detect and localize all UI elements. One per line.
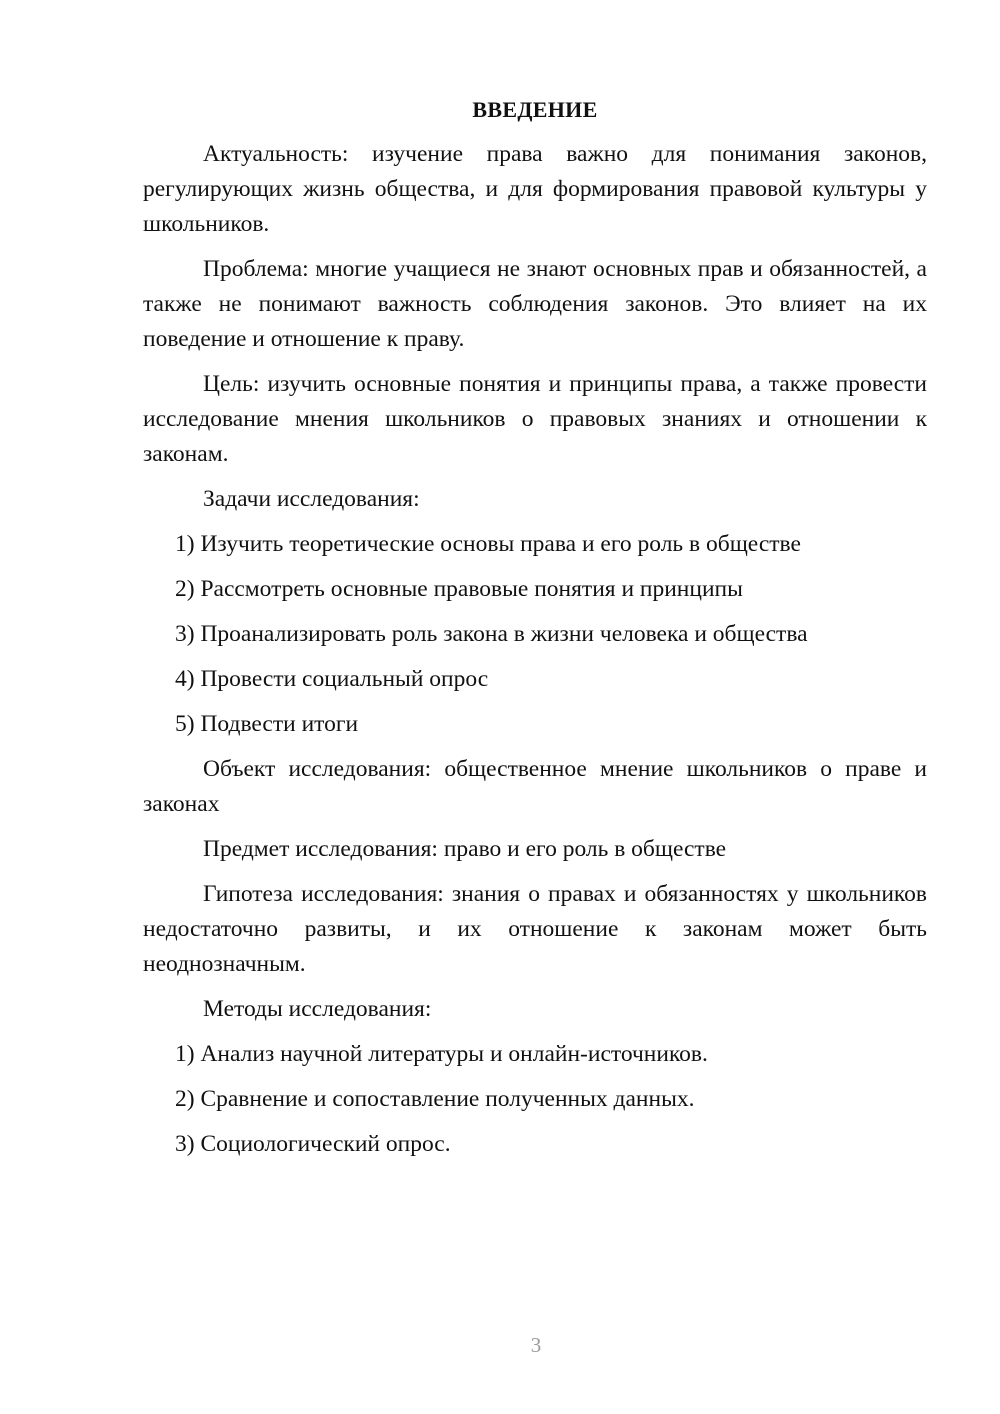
- task-item: 3) Проанализировать роль закона в жизни человека и общества: [175, 621, 808, 647]
- method-item: 3) Социологический опрос.: [175, 1131, 451, 1157]
- subject-paragraph: Предмет исследования: право и его роль в обществе: [203, 836, 727, 862]
- tasks-heading: Задачи исследования:: [203, 486, 420, 512]
- object-paragraph: Объект исследования: общественное мнение школьников о праве и законах: [143, 756, 927, 817]
- method-item: 1) Анализ научной литературы и онлайн-источников.: [175, 1041, 708, 1067]
- task-item: 4) Провести социальный опрос: [175, 666, 489, 692]
- goal-paragraph: Цель: изучить основные понятия и принципы права, а также провести исследование мнения школьников о правовых знаниях и отношении к законам.: [143, 371, 927, 467]
- hypothesis-paragraph: Гипотеза исследования: знания о правах и обязанностях у школьников недостаточно развиты, и их отношение к законам может быть неоднозначным.: [143, 881, 927, 977]
- task-item: 1) Изучить теоретические основы права и его роль в обществе: [175, 531, 801, 557]
- section-title: ВВЕДЕНИЕ: [472, 97, 598, 122]
- task-item: 2) Рассмотреть основные правовые понятия и принципы: [175, 576, 743, 602]
- relevance-paragraph: Актуальность: изучение права важно для понимания законов, регулирующих жизнь общества, и для формирования правовой культуры у школьников.: [143, 141, 927, 237]
- problem-paragraph: Проблема: многие учащиеся не знают основных прав и обязанностей, а также не понимают важность соблюдения законов. Это влияет на их поведение и отношение к праву.: [143, 256, 927, 352]
- method-item: 2) Сравнение и сопоставление полученных данных.: [175, 1086, 695, 1112]
- page-number: 3: [530, 1333, 542, 1357]
- document-body: [143, 92, 927, 1172]
- task-item: 5) Подвести итоги: [175, 711, 359, 737]
- methods-heading: Методы исследования:: [203, 996, 432, 1022]
